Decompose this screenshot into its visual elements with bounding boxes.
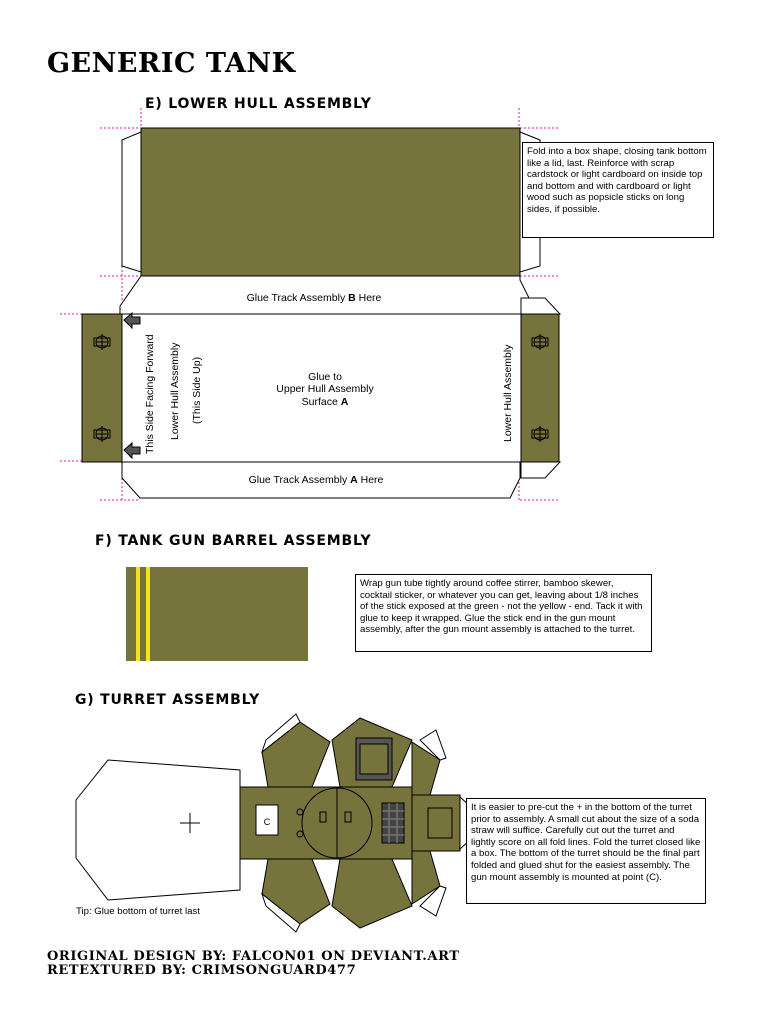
- lower-hull-right-label: Lower Hull Assembly: [502, 344, 514, 442]
- lower-hull-left-label-1: Lower Hull Assembly: [169, 342, 181, 440]
- lower-hull-left-label-2: (This Side Up): [191, 356, 203, 424]
- section-heading-lower-hull: E) LOWER HULL ASSEMBLY: [145, 96, 372, 112]
- credits-line-2: RETEXTURED BY: CRIMSONGUARD477: [47, 963, 357, 978]
- barrel-note: Wrap gun tube tightly around coffee stirrer, bamboo skewer, cocktail sticker, or whatever you can get, leaving about 1/8 inches of the stick exposed at the green - not the yellow - end. Tack it with glue to keep it wrapped. Glue the stick end in the gun mount assembly, after the gun mount assembly is attached to the turret.: [355, 574, 652, 652]
- turret-tip: Tip: Glue bottom of turret last: [76, 906, 200, 917]
- turret-note: It is easier to pre-cut the + in the bottom of the turret prior to assembly. A small cut about the size of a soda straw will suffice. Carefully cut out the turret and lightly score on all fold lines. Fold the turret closed like a box. The bottom of the turret should be the final part folded and glued shut for the easiest assembly. The gun mount assembly is mounted at point (C).: [466, 798, 706, 904]
- section-heading-turret: G) TURRET ASSEMBLY: [75, 692, 261, 708]
- glue-track-b-label: Glue Track Assembly B Here: [246, 292, 382, 304]
- glue-to-line-3: Surface A: [301, 396, 349, 408]
- facing-forward-label: This Side Facing Forward: [144, 334, 156, 454]
- lower-hull-note: Fold into a box shape, closing tank bottom like a lid, last. Reinforce with scrap cardstock or light cardboard on inside top and bottom and with cardboard or light wood such as popsicle sticks on long sides, if possible.: [522, 142, 714, 238]
- credits: [47, 950, 460, 978]
- turret-bottom: [76, 760, 240, 900]
- section-heading-barrel: F) TANK GUN BARREL ASSEMBLY: [95, 533, 372, 549]
- turret-petal: [262, 722, 330, 787]
- turret-petal: [262, 859, 330, 924]
- mount-point-label: C: [263, 817, 271, 827]
- turret-right-panel: [412, 795, 460, 851]
- credits-line-1: ORIGINAL DESIGN BY: FALCON01 ON DEVIANT.ART: [47, 949, 460, 964]
- turret-petal: [332, 859, 412, 928]
- glue-to-line-1: Glue to: [308, 371, 342, 383]
- glue-track-a-label: Glue Track Assembly A Here: [248, 474, 384, 486]
- glue-to-line-2: Upper Hull Assembly: [276, 383, 374, 395]
- page-title: GENERIC TANK: [47, 48, 296, 79]
- vent-grill: [382, 803, 404, 843]
